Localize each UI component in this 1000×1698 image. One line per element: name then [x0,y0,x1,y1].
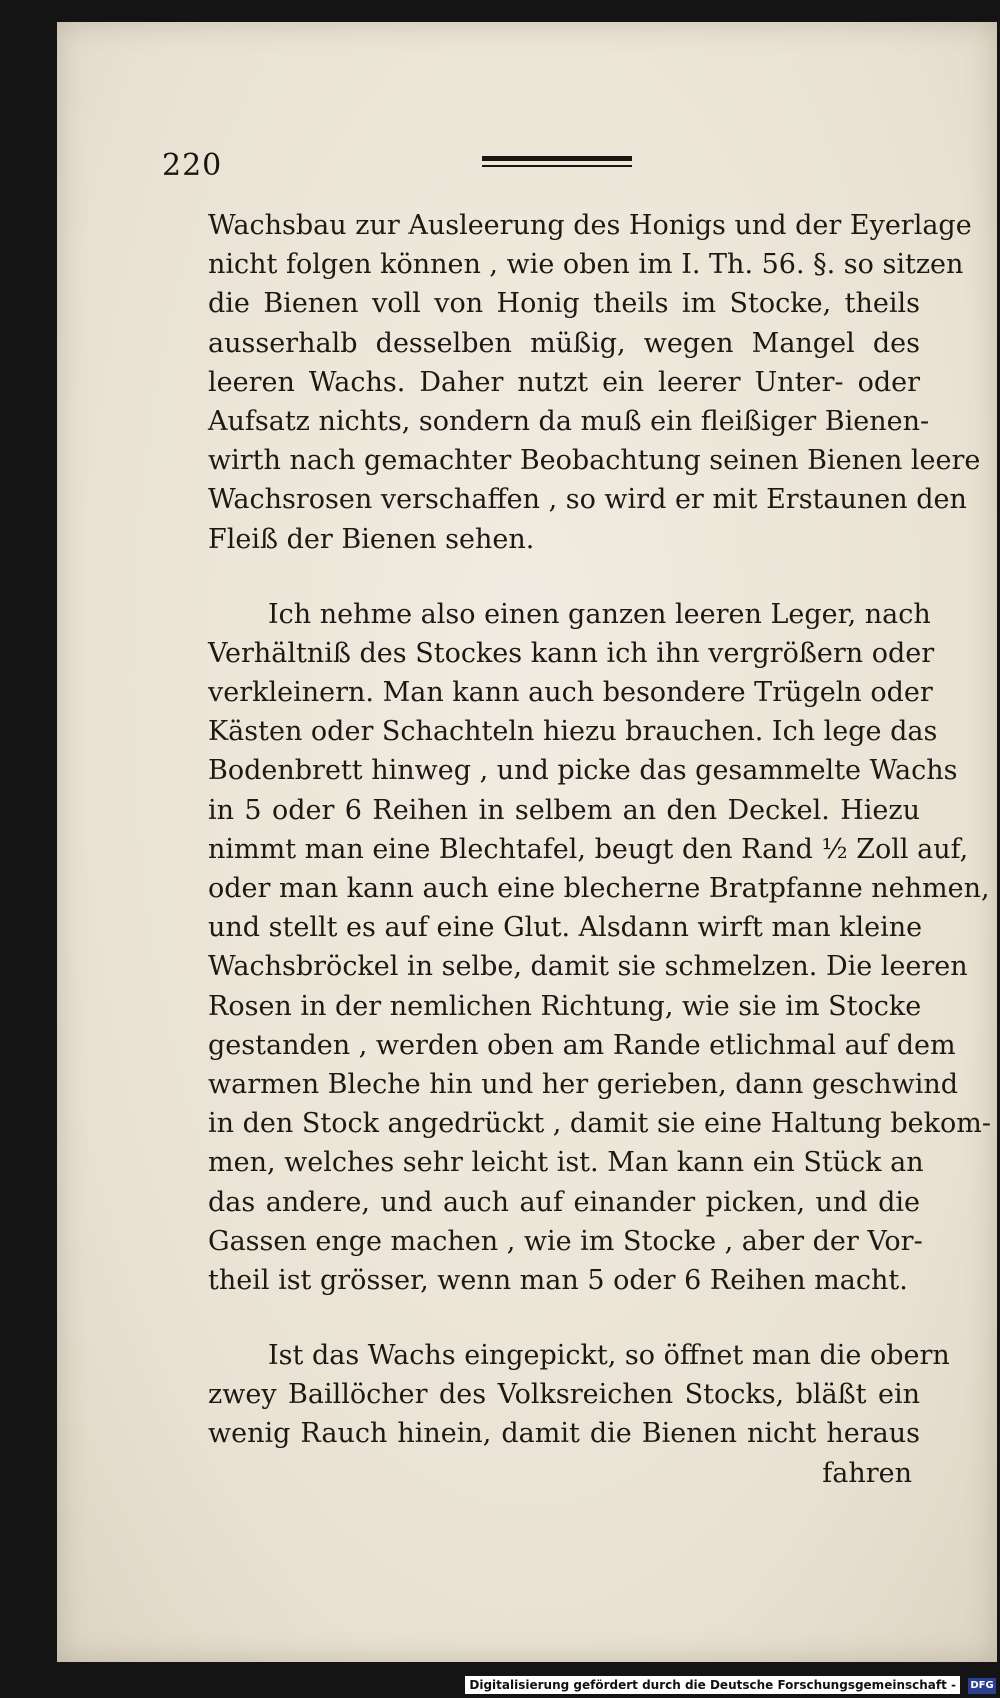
paragraph-gap [208,1300,920,1336]
text-line: das andere, und auch auf einander picken, und die [208,1186,920,1218]
text-line: oder man kann auch eine blecherne Bratpfanne nehmen, [208,873,990,904]
text-line: Wachsbröckel in selbe, damit sie schmelzen. Die leeren [208,951,968,983]
header-rule [482,156,632,168]
text-line: Verhältniß des Stockes kann ich ihn vergrößern oder [208,637,935,669]
text-line: warmen Bleche hin und her gerieben, dann geschwind [208,1068,959,1100]
page-header [162,148,682,188]
text-line: wenig Rauch hinein, damit die Bienen nicht heraus [208,1418,920,1450]
text-line: nimmt man eine Blechtafel, beugt den Rand ½ Zoll auf, [208,833,969,865]
text-line: ausserhalb desselben müßig, wegen Mangel des [208,327,920,359]
text-line: verkleinern. Man kann auch besondere Trügeln oder [208,677,933,709]
text-line: Gassen enge machen , wie im Stocke , aber der Vor- [208,1225,923,1257]
text-line: men, welches sehr leicht ist. Man kann ein Stück an [208,1147,924,1179]
text-line: und stellt es auf eine Glut. Alsdann wirft man kleine [208,912,923,944]
text-line: Ich nehme also einen ganzen leeren Leger, nach [268,598,931,630]
text-line: Bodenbrett hinweg , und picke das gesammelte Wachs [208,755,958,787]
catchword: fahren [822,1457,912,1489]
body-text [208,206,991,1493]
text-line: Fleiß der Bienen sehen. [208,523,535,555]
paragraph-gap [208,559,920,595]
text-line: in den Stock angedrückt , damit sie eine Haltung bekom- [208,1108,991,1140]
text-line: Rosen in der nemlichen Richtung, wie sie im Stocke [208,990,922,1022]
text-line: Wachsbau zur Ausleerung des Honigs und der Eyerlage [208,210,972,241]
text-line: in 5 oder 6 Reihen in selbem an den Deckel. Hiezu [208,794,920,826]
text-line: Kästen oder Schachteln hiezu brauchen. Ich lege das [208,716,938,748]
text-line: gestanden , werden oben am Rande etlichmal auf dem [208,1029,956,1061]
text-line: leeren Wachs. Daher nutzt ein leerer Unter- oder [208,366,920,398]
page-number: 220 [162,148,223,183]
text-line: theil ist grösser, wenn man 5 oder 6 Reihen macht. [208,1264,908,1296]
header-rule-thin [482,165,632,167]
dfg-logo: DFG [968,1678,996,1694]
header-rule-thick [482,156,632,161]
text-line: Ist das Wachs eingepickt, so öffnet man die obern [268,1340,950,1372]
text-line: die Bienen voll von Honig theils im Stocke, theils [208,288,920,320]
text-line: Wachsrosen verschaffen , so wird er mit Erstaunen den [208,484,967,516]
text-line: nicht folgen können , wie oben im I. Th. 56. §. so sitzen [208,249,964,281]
text-line: wirth nach gemachter Beobachtung seinen Bienen leere [208,445,981,477]
text-line: zwey Baillöcher des Volksreichen Stocks, bläßt ein [208,1379,920,1411]
digitization-credit: Digitalisierung gefördert durch die Deutsche Forschungsgemeinschaft - [465,1676,960,1694]
text-line: Aufsatz nichts, sondern da muß ein fleißiger Bienen- [208,405,930,437]
